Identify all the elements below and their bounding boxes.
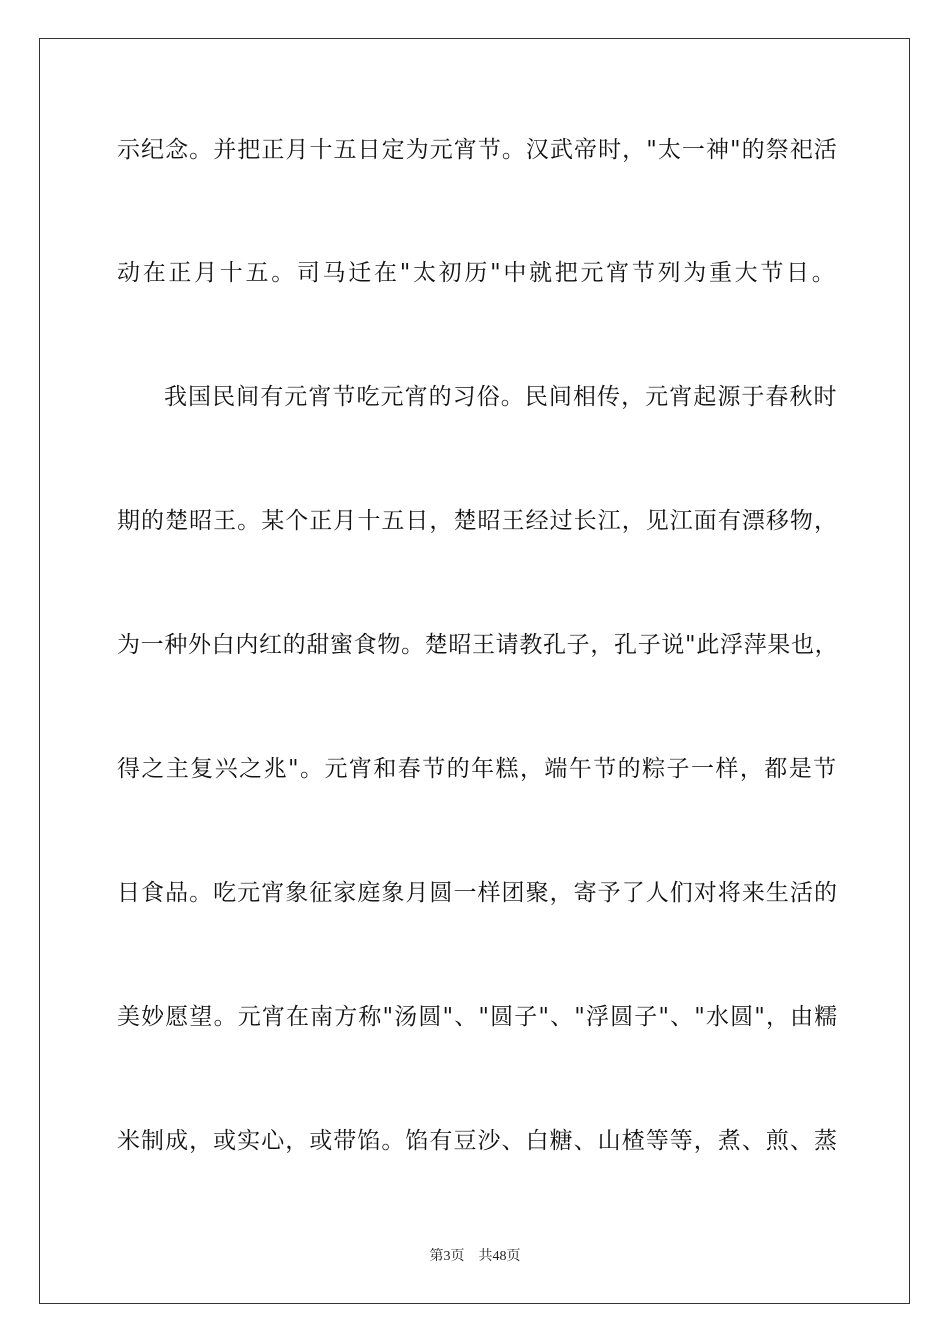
text-line-1: 示纪念。并把正月十五日定为元宵节。汉武帝时，"太一神"的祭祀活: [117, 137, 838, 163]
text-line-9: 米制成，或实心，或带馅。馅有豆沙、白糖、山楂等等，煮、煎、蒸: [117, 1128, 838, 1154]
page-border: [39, 38, 910, 1304]
text-line-8: 美妙愿望。元宵在南方称"汤圆"、"圆子"、"浮圆子"、"水圆"，由糯: [117, 1004, 839, 1030]
text-line-5: 为一种外白内红的甜蜜食物。楚昭王请教孔子，孔子说"此浮萍果也，: [117, 632, 839, 658]
text-line-7: 日食品。吃元宵象征家庭象月圆一样团聚，寄予了人们对将来生活的: [117, 880, 838, 906]
text-line-2: 动在正月十五。司马迁在"太初历"中就把元宵节列为重大节日。: [117, 260, 838, 286]
page-number-footer: 第3页 共48页: [429, 1249, 521, 1264]
text-line-4: 期的楚昭王。某个正月十五日，楚昭王经过长江，见江面有漂移物，: [117, 508, 838, 534]
text-line-3: 我国民间有元宵节吃元宵的习俗。民间相传，元宵起源于春秋时: [164, 384, 838, 410]
text-line-6: 得之主复兴之兆"。元宵和春节的年糕，端午节的粽子一样，都是节: [117, 756, 838, 782]
